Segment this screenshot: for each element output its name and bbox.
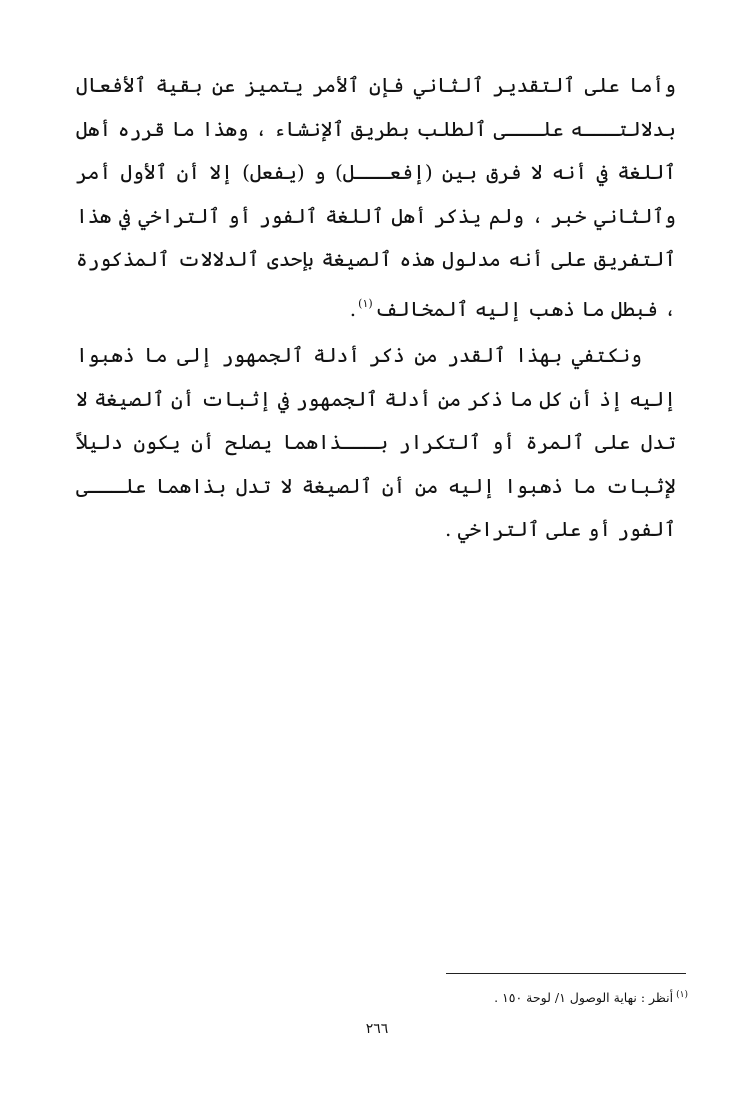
page-number: ٢٦٦ — [365, 1021, 389, 1037]
paragraph — [76, 64, 676, 331]
footnote-number: (١) — [676, 990, 688, 1000]
footnote-divider — [446, 973, 686, 974]
paragraph-text: ونكتفي بهذا ٱلقدر من ذكر أدلة ٱلجمهور إلى ما ذهبوا إليه إذ أن كل ما ذكر من أدلة ٱلجمهور في إثبات أن ٱلصيغة لا تدل على ٱلمرة أو ٱلتكرار بـــذاهما يصلح أن يكون دليلاً لإثبات ما ذهبوا إليه من أن ٱلصيغة لا تدل بذاهما علـــى ٱلفور أو على ٱلتراخي . — [76, 343, 676, 541]
footnote — [494, 985, 688, 1008]
main-text — [76, 64, 676, 552]
paragraph-ending: . — [349, 296, 357, 321]
footnote-reference: (١) — [358, 296, 373, 310]
footnote-text: أنظر : نهاية الوصول ١/ لوحة ١٥٠ . — [494, 990, 674, 1005]
paragraph-text: وأما على ٱلتقدير ٱلثاني فإن ٱلأمر يتميز عن بقية ٱلأفعال بدلالتـــه علـــى ٱلطلب بطريق ٱلإنشاء ، وهذا ما قرره أهل ٱللغة في أنه لا فرق بين (إفعـــل) و (يفعل) إلا أن ٱلأول أمر وٱلثاني خبر ، ولم يذكر أهل ٱللغة ٱلفور أو ٱلتراخي في هذا ٱلتفريق على أنه مدلول هذه ٱلصيغة بإحدى ٱلدلالات ٱلمذكورة ، فبطل ما ذهب إليه ٱلمخالف — [76, 73, 676, 321]
paragraph — [76, 334, 676, 552]
